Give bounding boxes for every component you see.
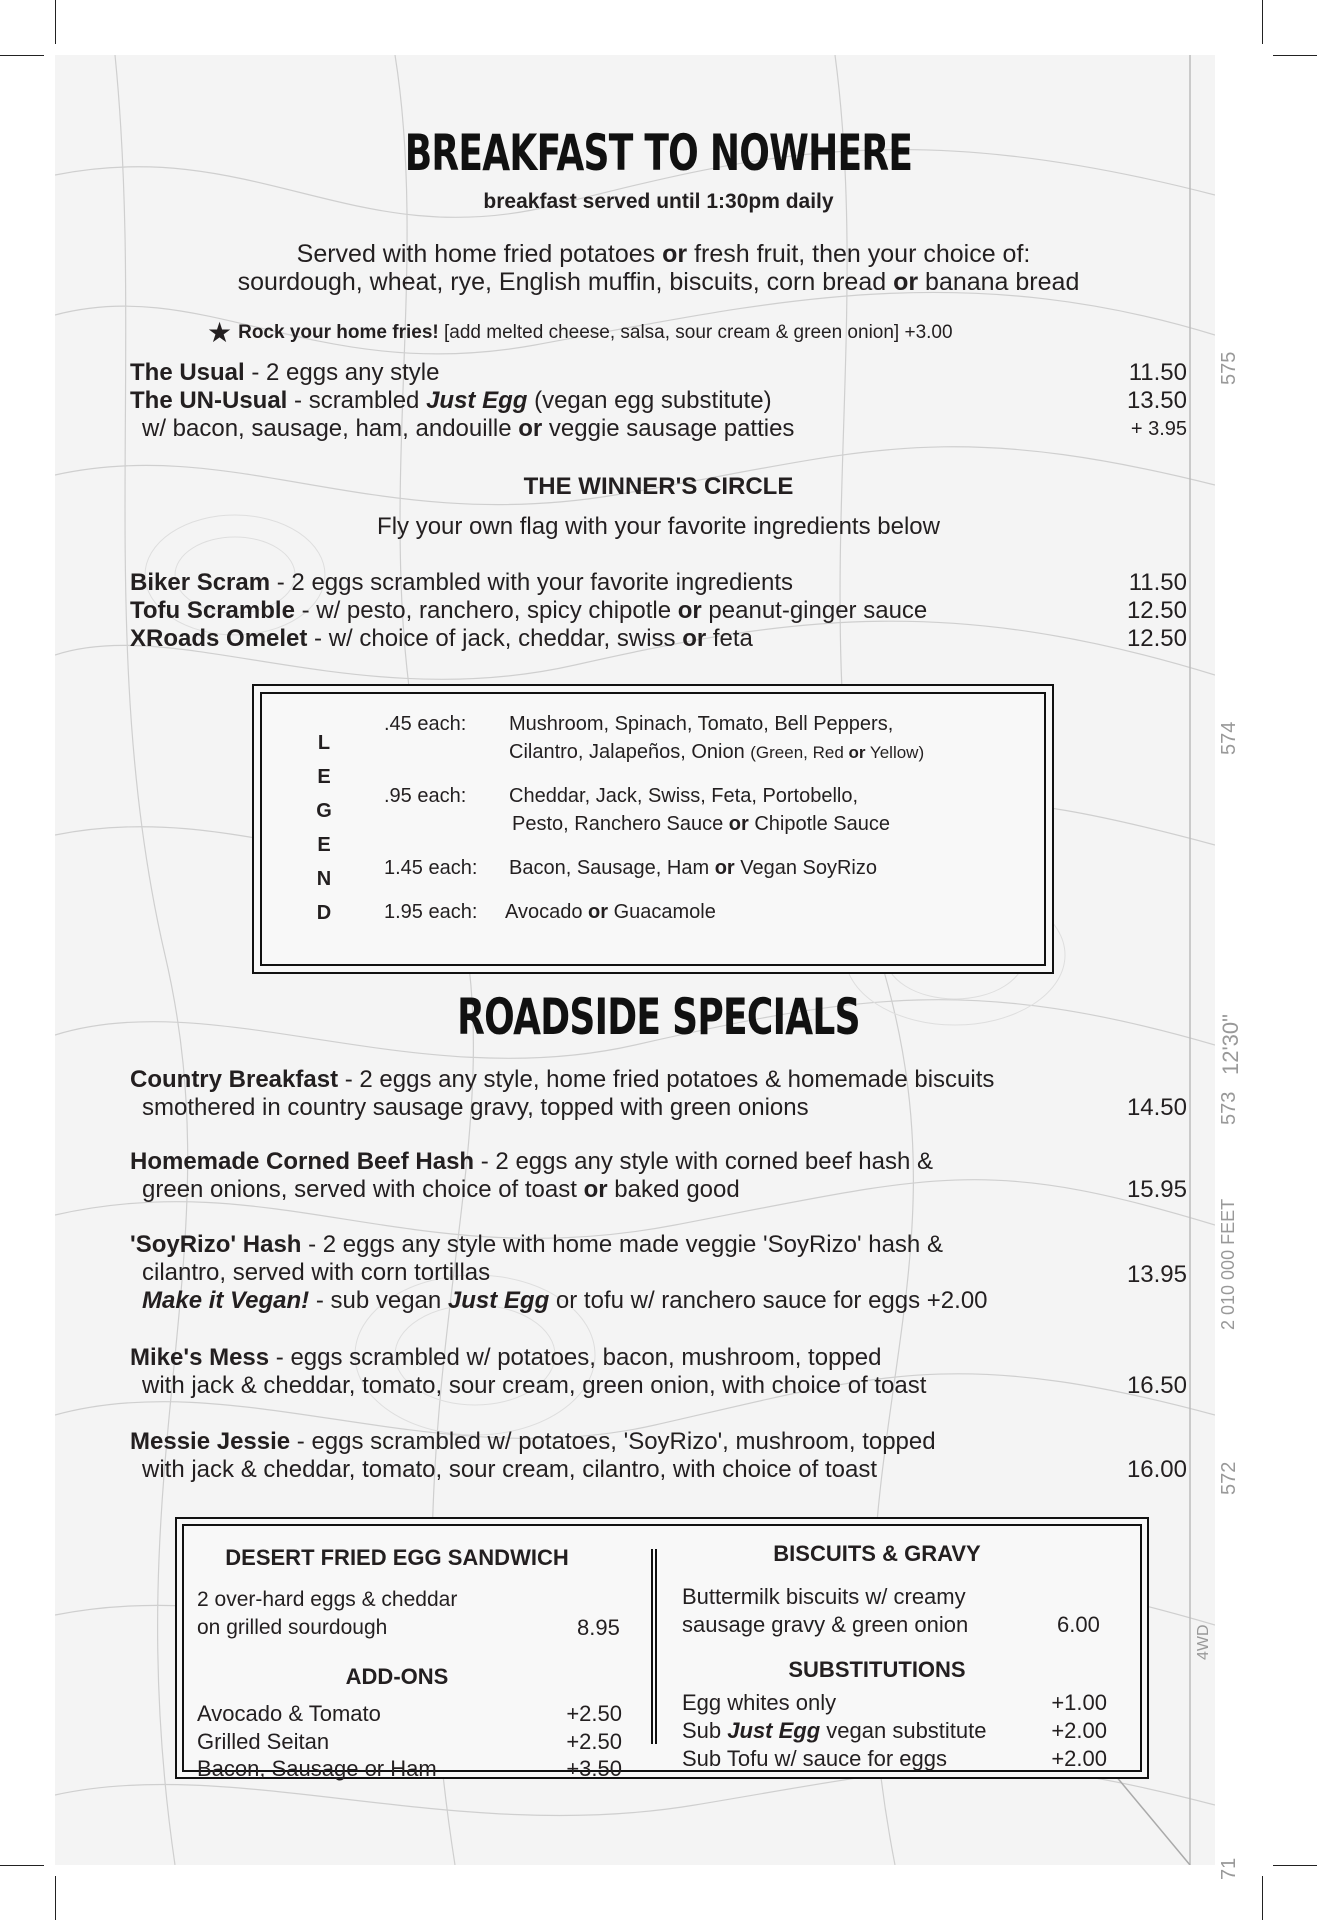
bread-choices-text: sourdough, wheat, rye, English muffin, biscuits, corn bread (237, 268, 894, 296)
item-desc: w/ bacon, sausage, ham, andouille (142, 415, 519, 442)
winners-circle-heading (0, 473, 1317, 501)
map-grid-label: 12'30" (1218, 1014, 1243, 1075)
item-price: 15.95 (1126, 1176, 1187, 1203)
item-desc: - 2 eggs any style, home fried potatoes & homemade biscuits (338, 1066, 995, 1093)
item-desc: - w/ pesto, ranchero, spicy chipotle (294, 597, 678, 624)
substitution-row (682, 1717, 1107, 1745)
crop-mark (1273, 1865, 1317, 1866)
breakfast-hours (0, 190, 1317, 214)
substitution-price: +2.00 (1051, 1718, 1107, 1743)
menu-item-soyrizo-hash (130, 1231, 1187, 1259)
substitution-price: +1.00 (1051, 1690, 1107, 1715)
or-word: or (518, 415, 543, 442)
menu-item-soyrizo-hash-cont (130, 1259, 1187, 1287)
specials-title: ROADSIDE SPECIALS (457, 988, 860, 1046)
map-grid-label: 572 (1218, 1461, 1240, 1495)
crop-mark (55, 1876, 56, 1920)
item-desc: - scrambled (287, 387, 427, 414)
legend-letter: E (317, 834, 331, 856)
star-icon: ★ (207, 317, 233, 348)
legend-price: .45 each: (384, 713, 467, 735)
sandwich-heading: DESERT FRIED EGG SANDWICH (225, 1545, 569, 1570)
sandwich-price: 8.95 (577, 1615, 620, 1640)
item-price: 16.00 (1126, 1456, 1187, 1483)
legend-row-45 (384, 710, 893, 738)
substitutions-heading: SUBSTITUTIONS (788, 1657, 966, 1682)
menu-item-soyrizo-vegan (130, 1287, 1187, 1315)
sandwich-desc-line: on grilled sourdough (197, 1616, 388, 1639)
menu-item-xroads-omelet (130, 625, 1187, 653)
item-name: Biker Scram (130, 569, 271, 596)
legend-letter: N (316, 868, 332, 890)
substitution-name: Sub Tofu w/ sauce for eggs (682, 1746, 947, 1771)
ingredient-legend-box (252, 684, 1054, 974)
crop-mark (1262, 1876, 1263, 1920)
item-desc: - eggs scrambled w/ potatoes, 'SoyRizo', mushroom, topped (290, 1428, 936, 1455)
rock-home-fries-desc: [add melted cheese, salsa, sour cream & green onion] +3.00 (438, 322, 953, 343)
legend-onion-colors: Yellow) (865, 743, 925, 762)
winners-circle-subheading (0, 513, 1317, 541)
map-grid-label: 71 (1218, 1857, 1240, 1880)
legend-items: Guacamole (608, 901, 716, 923)
addon-price: +2.50 (566, 1701, 622, 1726)
served-with-line-2 (0, 268, 1317, 297)
crop-mark (55, 0, 56, 44)
addon-row (197, 1755, 622, 1783)
rock-home-fries-title: Rock your home fries! (238, 322, 439, 343)
item-desc: with jack & cheddar, tomato, sour cream, green onion, with choice of toast (142, 1372, 927, 1399)
item-desc: green onions, served with choice of toast (142, 1176, 584, 1203)
item-desc: - sub vegan (309, 1287, 448, 1314)
menu-item-mikes-mess (130, 1344, 1187, 1372)
menu-item-country-breakfast (130, 1066, 1187, 1094)
item-price: 11.50 (1128, 569, 1187, 596)
legend-items: Cheddar, Jack, Swiss, Feta, Portobello, (509, 785, 859, 807)
legend-items: Bacon, Sausage, Ham (509, 857, 715, 879)
item-price: + 3.95 (1130, 418, 1187, 440)
substitution-name: vegan substitute (820, 1718, 987, 1743)
menu-item-messie-jessie (130, 1428, 1187, 1456)
addons-heading: ADD-ONS (345, 1664, 449, 1689)
page-title: BREAKFAST TO NOWHERE (404, 124, 913, 182)
item-desc: - 2 eggs any style with corned beef hash & (474, 1148, 934, 1175)
served-with-text: fresh fruit, then your choice of: (687, 240, 1031, 268)
legend-row-145 (384, 854, 877, 882)
winners-circle-subheading-text: Fly your own flag with your favorite ingredients below (377, 513, 940, 540)
addon-name: Grilled Seitan (197, 1729, 330, 1754)
menu-item-tofu-scramble (130, 597, 1187, 625)
item-desc: feta (706, 625, 753, 652)
map-grid-label: 575 (1218, 351, 1240, 385)
map-grid-label: 4WD (1195, 1624, 1212, 1660)
legend-price: 1.45 each: (384, 857, 478, 879)
item-desc: - w/ choice of jack, cheddar, swiss (307, 625, 683, 652)
legend-row-95 (384, 782, 858, 810)
or-word: or (893, 268, 919, 296)
legend-row-45-cont (509, 738, 924, 767)
item-name: Messie Jessie (130, 1428, 291, 1455)
item-desc: - 2 eggs any style (244, 359, 440, 386)
legend-row-95-cont (512, 810, 890, 838)
sandwich-desc (197, 1586, 457, 1642)
item-name: Mike's Mess (130, 1344, 270, 1371)
item-price: 11.50 (1128, 359, 1187, 386)
legend-letter: G (316, 800, 332, 822)
legend-letter: D (316, 902, 332, 924)
or-word: or (662, 240, 688, 268)
menu-item-mikes-mess-cont (130, 1372, 1187, 1400)
or-word: or (714, 857, 735, 879)
legend-items: Pesto, Ranchero Sauce (512, 813, 729, 835)
item-name: The UN-Usual (130, 387, 288, 414)
addon-row (197, 1728, 622, 1756)
menu-item-corned-beef-hash (130, 1148, 1187, 1176)
item-name: 'SoyRizo' Hash (130, 1231, 302, 1258)
legend-items: Chipotle Sauce (748, 813, 890, 835)
substitution-name: Sub (682, 1718, 728, 1743)
biscuits-desc-line: sausage gravy & green onion (682, 1612, 969, 1637)
addon-row (197, 1700, 622, 1728)
item-desc: with jack & cheddar, tomato, sour cream, cilantro, with choice of toast (142, 1456, 877, 1483)
item-price: 12.50 (1126, 597, 1187, 624)
just-egg-text: Just Egg (727, 1718, 821, 1743)
crop-mark (0, 55, 44, 56)
or-word: or (682, 625, 707, 652)
legend-price: 1.95 each: (384, 901, 478, 923)
map-grid-label: 574 (1218, 721, 1240, 755)
item-price: 16.50 (1126, 1372, 1187, 1399)
biscuits-heading: BISCUITS & GRAVY (773, 1541, 981, 1566)
addon-price: +3.50 (566, 1756, 622, 1781)
or-word: or (848, 743, 866, 762)
crop-mark (1273, 55, 1317, 56)
addon-name: Bacon, Sausage or Ham (197, 1756, 437, 1781)
menu-item-biker-scram (130, 569, 1187, 597)
item-name: The Usual (130, 359, 245, 386)
addon-name: Avocado & Tomato (197, 1701, 381, 1726)
map-grid-label: 573 (1218, 1091, 1240, 1125)
item-name: Tofu Scramble (130, 597, 295, 624)
addon-price: +2.50 (566, 1729, 622, 1754)
item-price: 12.50 (1126, 625, 1187, 652)
legend-items: Cilantro, Jalapeños, Onion (509, 741, 751, 763)
rock-home-fries (207, 316, 953, 349)
breakfast-hours-text: breakfast served until 1:30pm daily (483, 190, 834, 213)
crop-mark (1262, 0, 1263, 44)
menu-item-messie-jessie-cont (130, 1456, 1187, 1484)
item-desc: baked good (607, 1176, 740, 1203)
legend-letter: L (317, 732, 331, 754)
legend-items: Avocado (505, 901, 589, 923)
make-it-vegan-text: Make it Vegan! (142, 1287, 310, 1314)
winners-circle-heading-text: THE WINNER'S CIRCLE (523, 473, 794, 500)
biscuits-desc-line: Buttermilk biscuits w/ creamy (682, 1584, 966, 1609)
legend-row-195 (384, 898, 716, 926)
item-name: Country Breakfast (130, 1066, 339, 1093)
item-desc: - 2 eggs scrambled with your favorite ingredients (270, 569, 794, 596)
substitution-row (682, 1689, 1107, 1717)
map-grid-label: 2 010 000 FEET (1218, 1198, 1238, 1330)
served-with-line-1 (5, 240, 1317, 269)
sandwich-desc-line: 2 over-hard eggs & cheddar (197, 1588, 458, 1611)
crop-mark (0, 1865, 44, 1866)
biscuits-price: 6.00 (1057, 1612, 1100, 1637)
bread-choices-text: banana bread (918, 268, 1080, 296)
served-with-text: Served with home fried potatoes (296, 240, 663, 268)
substitution-row (682, 1745, 1107, 1773)
item-name: Homemade Corned Beef Hash (130, 1148, 475, 1175)
biscuits-desc (682, 1583, 968, 1639)
item-desc: - eggs scrambled w/ potatoes, bacon, mushroom, topped (269, 1344, 882, 1371)
item-desc: cilantro, served with corn tortillas (142, 1259, 491, 1286)
or-word: or (583, 1176, 608, 1203)
menu-item-the-un-usual (130, 387, 1187, 415)
or-word: or (728, 813, 749, 835)
item-desc: smothered in country sausage gravy, topped with green onions (142, 1094, 809, 1121)
item-desc: - 2 eggs any style with home made veggie 'SoyRizo' hash & (301, 1231, 943, 1258)
menu-item-addon-meats (130, 415, 1187, 443)
item-desc: peanut-ginger sauce (701, 597, 928, 624)
item-name: XRoads Omelet (130, 625, 308, 652)
legend-vertical-label (314, 726, 334, 930)
item-desc: (vegan egg substitute) (527, 387, 772, 414)
item-price: 13.95 (1126, 1261, 1187, 1288)
menu-item-corned-beef-hash-cont (130, 1176, 1187, 1204)
legend-items: Vegan SoyRizo (734, 857, 878, 879)
item-desc: veggie sausage patties (542, 415, 795, 442)
menu-item-the-usual (130, 359, 1187, 387)
menu-item-country-breakfast-cont (130, 1094, 1187, 1122)
item-desc: or tofu w/ ranchero sauce for eggs +2.00 (549, 1287, 988, 1314)
item-price: 14.50 (1126, 1094, 1187, 1121)
legend-onion-colors: (Green, Red (750, 743, 849, 762)
item-price: 13.50 (1126, 387, 1187, 414)
just-egg-text: Just Egg (426, 387, 528, 414)
legend-price: .95 each: (384, 785, 467, 807)
legend-letter: E (317, 766, 331, 788)
substitution-name: Egg whites only (682, 1690, 837, 1715)
or-word: or (588, 901, 609, 923)
box-divider (651, 1549, 657, 1744)
sandwich-biscuits-box (175, 1517, 1149, 1779)
legend-items: Mushroom, Spinach, Tomato, Bell Peppers, (509, 713, 894, 735)
or-word: or (677, 597, 702, 624)
just-egg-text: Just Egg (447, 1287, 550, 1314)
substitution-price: +2.00 (1051, 1746, 1107, 1771)
